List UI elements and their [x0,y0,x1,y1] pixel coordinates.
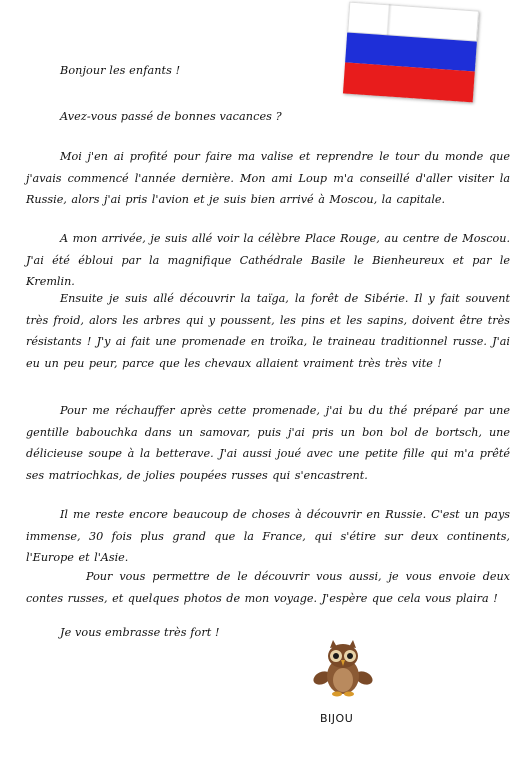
paragraph-taiga: Ensuite je suis allé découvrir la taïga, la forêt de Sibérie. Il y fait souvent très froid, alors les arbres qui y poussent, les pins et les sapins, doivent être très résistants ! J'y ai fait une promenade en troïka, le traineau traditionnel russe. J'ai eu un peu peur, parce que les chevaux allaient vraiment très très vite ! [26,292,510,370]
paragraph-red-square: A mon arrivée, je suis allé voir la célèbre Place Rouge, au centre de Moscou. J'ai été ébloui par la magnifique Cathédrale Basile le Bienheureux et par le Kremlin. [26,232,510,288]
greeting: Bonjour les enfants ! [60,64,181,77]
paragraph-tales-photos: Pour vous permettre de le découvrir vous aussi, je vous envoie deux contes russes, et quelques photos de mon voyage. J'espère que cela vous plaira ! [26,570,510,605]
question: Avez-vous passé de bonnes vacances ? [60,110,282,123]
paragraph-russia-immense: Il me reste encore beaucoup de choses à découvrir en Russie. C'est un pays immense, 30 fois plus grand que la France, qui s'étire sur deux continents, l'Europe et l'Asie. [26,508,510,564]
paragraph-tea-samovar: Pour me réchauffer après cette promenade, j'ai bu du thé préparé par une gentille babouchka dans un samovar, puis j'ai pris un bon bol de bortsch, une délicieuse soupe à la betterave. J'ai aussi joué avec une petite fille qui m'a prêté ses matriochkas, de jolies poupées russes qui s'encastrent. [26,404,510,482]
owl-mascot-image [312,640,374,698]
closing: Je vous embrasse très fort ! [60,626,220,639]
signature: BIJOU [320,712,354,725]
russia-flag-image [343,2,479,103]
paragraph-moscow-arrival: Moi j'en ai profité pour faire ma valise et reprendre le tour du monde que j'avais commencé l'année dernière. Mon ami Loup m'a conseillé d'aller visiter la Russie, alors j'ai pris l'avion et je suis bien arrivé à Moscou, la capitale. [26,150,510,206]
